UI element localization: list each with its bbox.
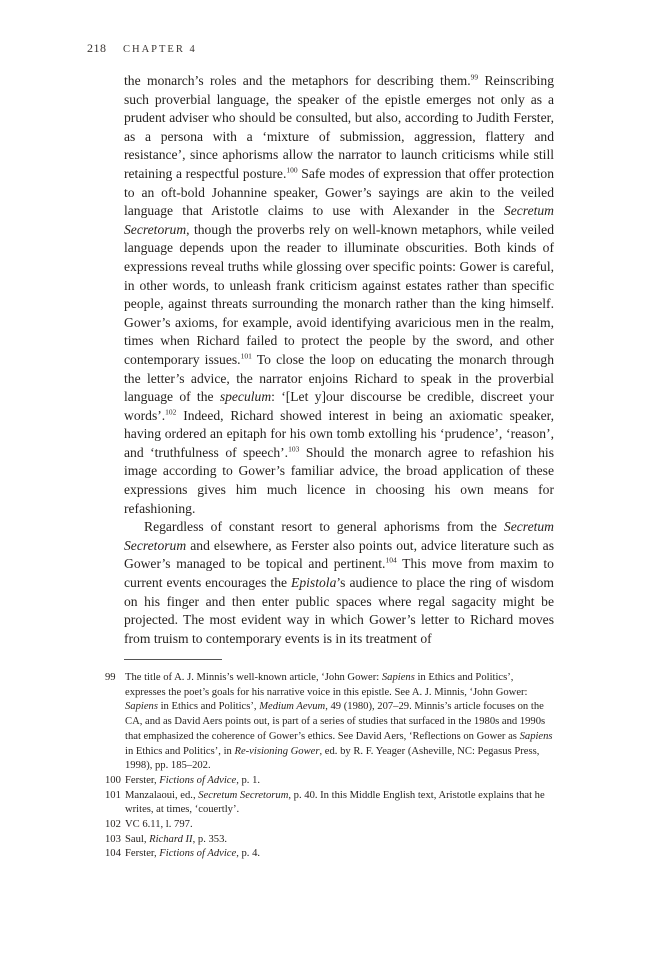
text-run: To close the loop on educating the monarch through the letter’s advice, the narrator enjoins Richard to speak in the proverbial language of the — [124, 351, 554, 405]
text-run: Safe modes of expression that offer protection to an oft-bold Johannine speaker, Gower’s sayings are akin to the veiled language that Aristotle claims to use with Alexander in the — [124, 165, 554, 219]
page-number: 218 — [87, 41, 107, 55]
footnote-ref[interactable]: 102 — [165, 407, 177, 417]
footnote-number: 101 — [105, 789, 121, 801]
italic-title: Secretum Secretorum — [124, 203, 554, 237]
footnote-103 — [105, 833, 555, 848]
footnote-ref[interactable]: 101 — [240, 351, 252, 361]
running-header — [87, 41, 197, 56]
footnote-text: Ferster, Fictions of Advice, p. 4. — [125, 848, 261, 860]
paragraph — [124, 72, 554, 518]
footnote-number: 102 — [105, 819, 121, 831]
italic-term: speculum — [219, 389, 272, 405]
footnote-number: 104 — [105, 848, 121, 860]
footnote-text: The title of A. J. Minnis’s well-known article, ‘John Gower: Sapiens in Ethics and Politics’, expresses the poet’s goals for his narrative voice in this epistle. See A. J. Minnis, ‘John Gower: Sapiens in Ethics and Politics’, Medium Aevum, 49 (1980), 207–29. Minnis’s article focuses on the CA, and as David Aers points out, is part of a series of studies that surfaced in the 1980s and 1990s that emphasized the coherence of Gower’s ethics. See David Aers, ‘Reflections on Gower as Sapiens in Ethics and Politics’, in Re-visioning Gower, ed. by R. F. Yeager (Asheville, NC: Pegasus Press, 1998), pp. 185–202. — [125, 672, 553, 772]
italic-title: Secretum Secretorum — [124, 519, 554, 553]
text-run: : ‘[Let y]our discourse be credible, discreet your words’. — [124, 389, 554, 423]
italic-title: Epistola — [291, 575, 337, 591]
main-text — [124, 72, 554, 648]
footnote-number: 103 — [105, 833, 121, 845]
text-run: Reinscribing such proverbial language, the speaker of the epistle emerges not only as a prudent adviser who should be consulted, but also, according to Judith Ferster, as a persona with a ‘mixture of submission, aggression, flattery and resistance’, since aphorisms allow the narrator to launch criticisms while still retaining a respectful posture. — [124, 73, 554, 181]
running-head-title: CHAPTER 4 — [123, 44, 197, 55]
footnote-text: VC 6.11, l. 797. — [125, 819, 193, 831]
footnote-divider — [124, 659, 222, 660]
footnote-text: Saul, Richard II, p. 353. — [125, 833, 228, 845]
text-run: This move from maxim to current events encourages the — [124, 556, 554, 591]
text-run: Indeed, Richard showed interest in being an axiomatic speaker, having ordered an epitaph for his own tomb extolling his ‘prudence’, ‘reason’, and ‘truthfulness of speech’. — [124, 407, 554, 460]
text-run: ’s audience to place the ring of wisdom on his finger and then enter public spaces where regal sagacity might be projected. The most evident way in which Gower’s letter to Richard moves from truism to contemporary events is in its treatment of — [124, 575, 554, 646]
footnote-ref[interactable]: 100 — [286, 165, 298, 175]
footnote-text: Ferster, Fictions of Advice, p. 1. — [125, 774, 261, 786]
footnote-101 — [105, 789, 555, 818]
footnote-100 — [105, 774, 555, 789]
text-run: , though the proverbs rely on well-known metaphors, while veiled language depends upon the reader to illuminate obscurities. Both kinds of expressions reveal truths while glossing over specific points: Gower is careful, in other words, to unleash frank criticism against estates rather than specific people, against threats surrounding the monarch rather than the king himself. Gower’s axioms, for example, avoid identifying avaricious men in the realm, times when Richard failed to protect the people by the sword, and other contemporary issues. — [124, 221, 554, 367]
text-run: and elsewhere, as Ferster also points out, advice literature such as Gower’s managed to be topical and pertinent. — [124, 537, 554, 572]
footnote-text: Manzalaoui, ed., Secretum Secretorum, p. 40. In this Middle English text, Aristotle explains that he writes, at times, ‘couertly’. — [125, 789, 545, 816]
text-run: Should the monarch agree to refashion his image according to Gower’s familiar advice, the broad application of these expressions gives him much licence in choosing his own means for refashioning. — [124, 444, 554, 516]
footnote-ref[interactable]: 99 — [470, 72, 479, 82]
text-run: the monarch’s roles and the metaphors for describing them. — [124, 73, 471, 88]
footnote-number: 99 — [105, 672, 116, 683]
footnote-99 — [105, 671, 555, 774]
footnotes — [105, 671, 555, 862]
footnote-number: 100 — [105, 774, 121, 786]
paragraph — [124, 518, 554, 648]
footnote-ref[interactable]: 103 — [288, 444, 300, 454]
footnote-102 — [105, 818, 555, 833]
text-run: Regardless of constant resort to general aphorisms from the — [144, 519, 504, 535]
footnote-ref[interactable]: 104 — [385, 555, 397, 565]
footnote-104 — [105, 847, 555, 862]
